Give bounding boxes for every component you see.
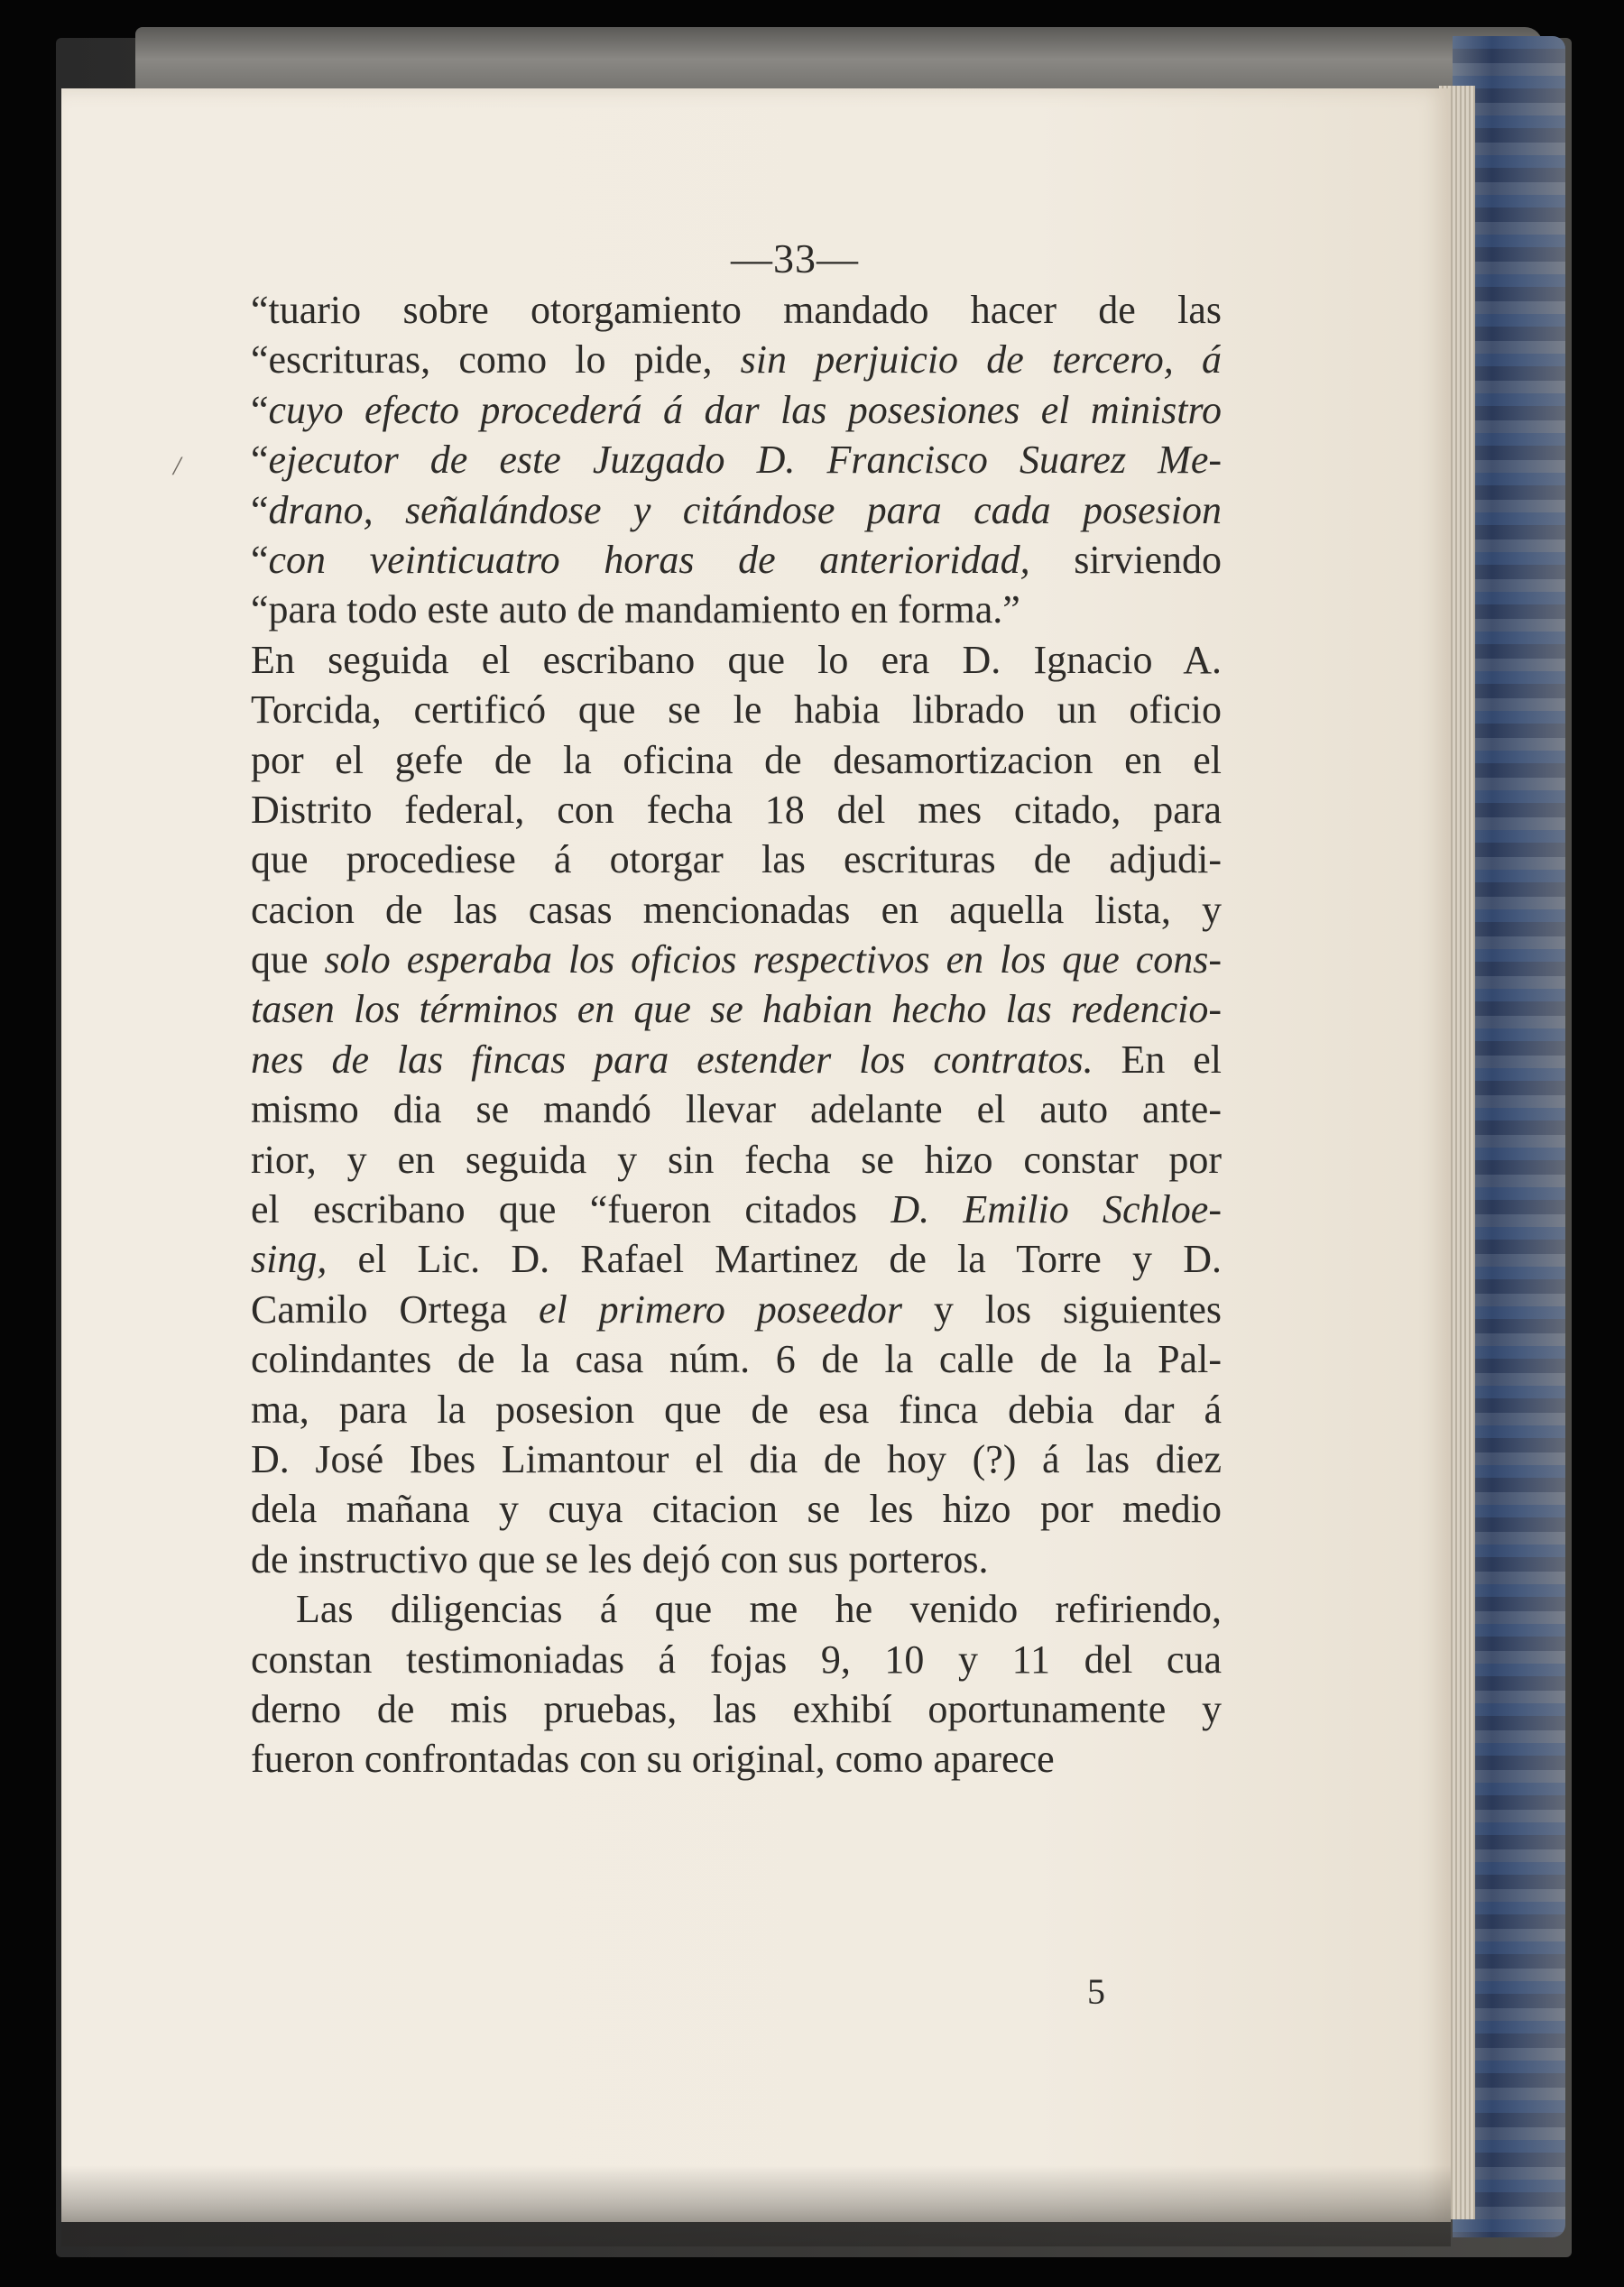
text-segment: cacion de las casas mencionadas en aquella lista, y xyxy=(251,887,1222,932)
text-segment: el escribano que “fueron citados xyxy=(251,1187,891,1232)
text-segment: En seguida el escribano que lo era D. Ignacio A. xyxy=(251,637,1222,682)
text-segment: que xyxy=(251,937,325,982)
signature-mark: 5 xyxy=(1087,1971,1105,2012)
text-line xyxy=(251,1035,1222,1084)
italic-text-segment: sing, xyxy=(251,1237,328,1282)
text-line xyxy=(251,635,1222,685)
italic-text-segment: drano, señalándose y citándose para cada posesion xyxy=(268,487,1222,532)
italic-text-segment: nes de las fincas para estender los contratos. xyxy=(251,1037,1093,1082)
text-segment: el Lic. D. Rafael Martinez de la Torre y D. xyxy=(327,1237,1222,1282)
text-segment: “ xyxy=(251,387,269,432)
text-segment: “para todo este auto de mandamiento en forma.” xyxy=(251,587,1020,632)
text-line xyxy=(251,1334,1222,1384)
text-line xyxy=(251,1185,1222,1234)
text-line xyxy=(251,585,1222,634)
text-segment: ma, para la posesion que de esa finca debia dar á xyxy=(251,1387,1222,1432)
body-text xyxy=(251,285,1222,1784)
text-segment: constan testimoniadas á fojas 9, 10 y 11 del cua xyxy=(251,1637,1222,1682)
text-segment: En el xyxy=(1093,1037,1222,1082)
text-line xyxy=(251,1535,1222,1584)
text-line xyxy=(251,435,1222,484)
text-segment: “tuario sobre otorgamiento mandado hacer de las xyxy=(251,288,1222,332)
text-line xyxy=(251,835,1222,884)
text-segment: dela mañana y cuya citacion se les hizo por medio xyxy=(251,1487,1222,1532)
text-line xyxy=(251,485,1222,535)
text-line xyxy=(251,1084,1222,1134)
text-segment: “ xyxy=(251,487,269,532)
text-segment: derno de mis pruebas, las exhibí oportunamente y xyxy=(251,1686,1222,1731)
text-line xyxy=(251,984,1222,1034)
margin-mark: / xyxy=(173,451,181,481)
page-bottom-shadow xyxy=(61,2165,1451,2246)
text-line xyxy=(251,535,1222,585)
italic-text-segment: con veinticuatro horas de anterioridad, xyxy=(268,537,1030,582)
text-line xyxy=(251,1734,1222,1784)
text-line xyxy=(251,1484,1222,1534)
text-segment: mismo dia se mandó llevar adelante el auto ante- xyxy=(251,1087,1222,1132)
text-segment: “ xyxy=(251,537,269,582)
text-segment: por el gefe de la oficina de desamortizacion en el xyxy=(251,737,1222,782)
italic-text-segment: el primero poseedor xyxy=(539,1286,903,1332)
text-line xyxy=(251,685,1222,734)
text-line xyxy=(251,1234,1222,1284)
text-segment: D. José Ibes Limantour el dia de hoy (?) á las diez xyxy=(251,1436,1222,1481)
page-number: —33— xyxy=(731,235,859,281)
text-segment: “escrituras, como lo pide, xyxy=(251,337,741,383)
text-segment: sirviendo xyxy=(1029,537,1222,582)
italic-text-segment: D. Emilio Schloe- xyxy=(890,1187,1222,1232)
text-line xyxy=(251,735,1222,785)
text-line xyxy=(251,1635,1222,1684)
text-segment: Camilo Ortega xyxy=(251,1286,540,1332)
text-line xyxy=(251,885,1222,935)
text-line xyxy=(251,1434,1222,1484)
text-line xyxy=(251,385,1222,435)
text-line xyxy=(251,935,1222,984)
text-line xyxy=(251,1385,1222,1434)
text-line xyxy=(251,1135,1222,1185)
text-segment: y los siguientes xyxy=(902,1286,1222,1332)
text-line xyxy=(251,285,1222,335)
italic-text-segment: solo esperaba los oficios respectivos en los que cons- xyxy=(324,937,1222,982)
text-line xyxy=(251,335,1222,384)
italic-text-segment: ejecutor de este Juzgado D. Francisco Suarez Me- xyxy=(268,438,1222,483)
text-segment: rior, y en seguida y sin fecha se hizo constar por xyxy=(251,1137,1222,1182)
italic-text-segment: sin perjuicio de tercero, á xyxy=(740,337,1222,383)
italic-text-segment: cuyo efecto procederá á dar las posesiones el ministro xyxy=(268,387,1222,432)
text-segment: “ xyxy=(251,438,269,483)
text-segment: que procediese á otorgar las escrituras de adjudi- xyxy=(251,837,1222,882)
text-line xyxy=(251,1285,1222,1334)
text-segment: Las diligencias á que me he venido refiriendo, xyxy=(296,1587,1222,1632)
text-segment: Distrito federal, con fecha 18 del mes citado, para xyxy=(251,787,1222,832)
text-segment: de instructivo que se les dejó con sus porteros. xyxy=(251,1536,989,1582)
text-line xyxy=(251,1584,1222,1634)
text-line xyxy=(251,785,1222,835)
text-line xyxy=(251,1684,1222,1734)
italic-text-segment: tasen los términos en que se habian hecho las redencio- xyxy=(251,987,1222,1032)
text-segment: Torcida, certificó que se le habia librado un oficio xyxy=(251,687,1222,733)
text-segment: fueron confrontadas con su original, como aparece xyxy=(251,1737,1055,1782)
text-segment: colindantes de la casa núm. 6 de la calle de la Pal- xyxy=(251,1337,1222,1382)
